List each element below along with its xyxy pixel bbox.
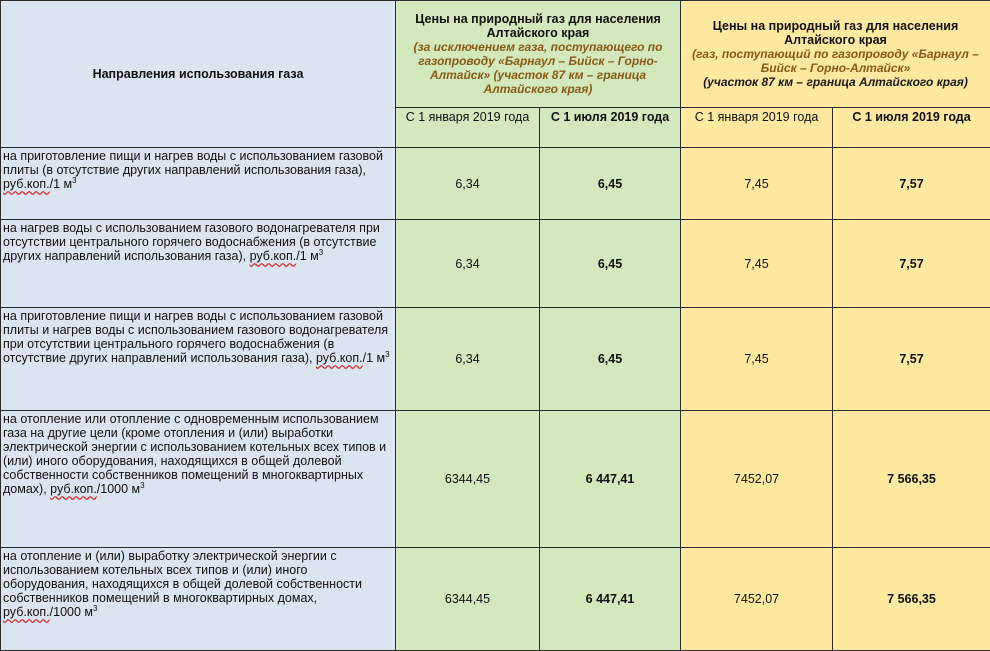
- group2-note1: (газ, поступающий по газопроводу «Барнаул – Бийск – Горно-Алтайск»: [685, 47, 986, 75]
- g-jan-value: 6344,45: [396, 548, 540, 651]
- y-jul-value: 7,57: [833, 220, 990, 308]
- row-direction: на приготовление пищи и нагрев воды с использованием газовой плиты (в отсутствие других направлений использования газа), руб.коп./1 $м^3$: [1, 148, 396, 220]
- direction-header: [1, 1, 396, 148]
- table-row: [1, 220, 990, 308]
- g-jan-value: 6,34: [396, 148, 540, 220]
- table-row: [1, 148, 990, 220]
- g-jul-value: 6 447,41: [540, 411, 681, 548]
- y-jul-value: 7 566,35: [833, 548, 990, 651]
- g-date-jan: С 1 января 2019 года: [396, 108, 540, 148]
- y-jan-value: 7,45: [681, 220, 833, 308]
- y-jan-value: 7,45: [681, 148, 833, 220]
- y-jul-value: 7,57: [833, 308, 990, 411]
- g-jan-value: 6,34: [396, 220, 540, 308]
- y-jan-value: 7452,07: [681, 548, 833, 651]
- group1-title: Цены на природный газ для населения Алтайского края: [400, 12, 676, 40]
- group2-header: [681, 1, 990, 108]
- g-jul-value: 6,45: [540, 220, 681, 308]
- group1-header: [396, 1, 681, 108]
- y-date-jul: С 1 июля 2019 года: [833, 108, 990, 148]
- group2-title: Цены на природный газ для населения Алтайского края: [685, 19, 986, 47]
- row-direction: на приготовление пищи и нагрев воды с использованием газовой плиты и нагрев воды с использованием газового водонагревателя при отсутствии центрального горячего водоснабжения (в отсутствие других направлений использования газа), руб.коп./1 $м^3$: [1, 308, 396, 411]
- direction-header-label: Направления использования газа: [93, 67, 304, 81]
- y-jul-value: 7,57: [833, 148, 990, 220]
- row-direction: на отопление и (или) выработку электрической энергии с использованием котельных всех типов и (или) иного оборудования, находящихся в общей долевой собственности собственников помещений в многоквартирных домах, руб.коп./1000 $м^3$: [1, 548, 396, 651]
- group2-note2: (участок 87 км – граница Алтайского края): [685, 75, 986, 89]
- y-date-jan: С 1 января 2019 года: [681, 108, 833, 148]
- row-direction: на нагрев воды с использованием газового водонагревателя при отсутствии центрального горячего водоснабжения (в отсутствие других направлений использования газа), руб.коп./1 $м^3$: [1, 220, 396, 308]
- y-jan-value: 7,45: [681, 308, 833, 411]
- y-jan-value: 7452,07: [681, 411, 833, 548]
- table-row: [1, 308, 990, 411]
- g-date-jul: С 1 июля 2019 года: [540, 108, 681, 148]
- g-jan-value: 6,34: [396, 308, 540, 411]
- y-jul-value: 7 566,35: [833, 411, 990, 548]
- row-direction: на отопление или отопление с одновременным использованием газа на другие цели (кроме отопления и (или) выработки электрической энергии с использованием котельных всех типов и (или) иного оборудования, находящихся в общей долевой собственности собственников помещений в многоквартирных домах), руб.коп./1000 $м^3$: [1, 411, 396, 548]
- g-jan-value: 6344,45: [396, 411, 540, 548]
- g-jul-value: 6,45: [540, 148, 681, 220]
- g-jul-value: 6 447,41: [540, 548, 681, 651]
- g-jul-value: 6,45: [540, 308, 681, 411]
- group1-note: (за исключением газа, поступающего по газопроводу «Барнаул – Бийск – Горно-Алтайск» (участок 87 км – граница Алтайского края): [400, 40, 676, 96]
- table-row: [1, 548, 990, 651]
- table-row: [1, 411, 990, 548]
